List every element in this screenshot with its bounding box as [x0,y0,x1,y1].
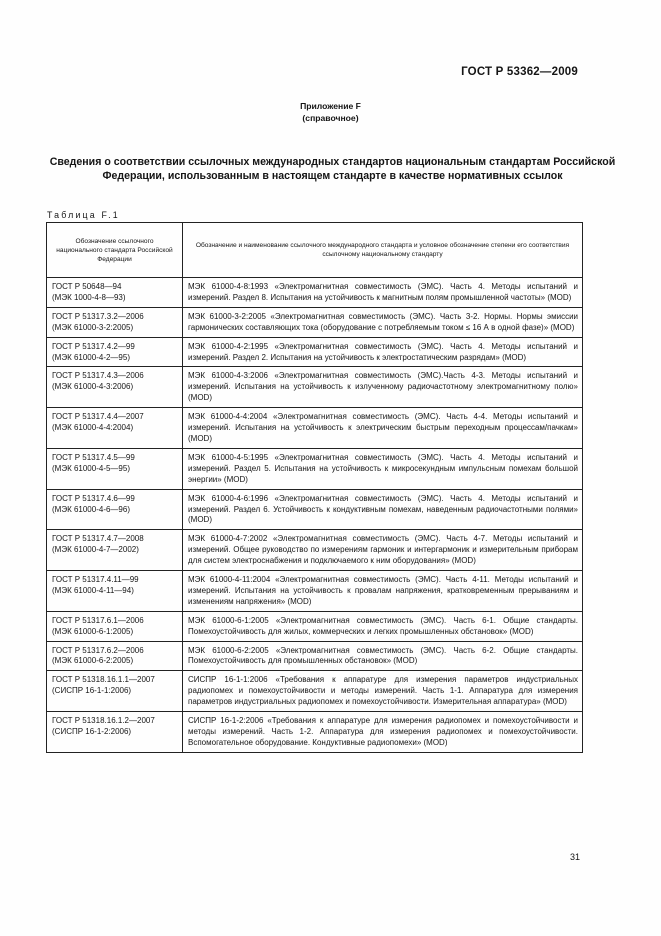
international-standard-cell: МЭК 61000-4-11:2004 «Электромагнитная совместимость (ЭМС). Часть 4-11. Методы испытаний и измерений. Испытания на устойчивость к провалам напряжения, кратковременным прерываниям и изменениям напряжения» (MOD) [183,571,583,612]
international-standard-cell: МЭК 61000-4-5:1995 «Электромагнитная совместимость (ЭМС). Часть 4. Методы испытаний и измерений. Раздел 5. Испытания на устойчивость к микросекундным импульсным помехам большой энергии» (MOD) [183,448,583,489]
national-standard-cell: ГОСТ Р 51317.4.7—2008 (МЭК 61000-4-7—2002) [47,530,183,571]
document-code: ГОСТ Р 53362—2009 [461,66,578,78]
national-standard-cell: ГОСТ Р 50648—94 (МЭК 1000-4-8—93) [47,278,183,308]
national-standard-cell: ГОСТ Р 51317.3.2—2006 (МЭК 61000-3-2:2005) [47,307,183,337]
table-row [47,712,583,753]
appendix-title: Приложение F [300,101,361,111]
header-national-standard: Обозначение ссылочного национального стандарта Российской Федерации [47,223,183,278]
national-standard-cell: ГОСТ Р 51317.4.6—99 (МЭК 61000-4-6—96) [47,489,183,530]
national-standard-cell: ГОСТ Р 51317.4.5—99 (МЭК 61000-4-5—95) [47,448,183,489]
international-standard-cell: МЭК 61000-4-2:1995 «Электромагнитная совместимость (ЭМС). Часть 4. Методы испытаний и измерений. Раздел 2. Испытания на устойчивость к электростатическим разрядам» (MOD) [183,337,583,367]
national-standard-cell: ГОСТ Р 51317.4.4—2007 (МЭК 61000-4-4:2004) [47,408,183,449]
page-number: 31 [570,852,581,862]
national-standard-cell: ГОСТ Р 51317.6.1—2006 (МЭК 61000-6-1:2005) [47,611,183,641]
table-row [47,611,583,641]
table-caption: Таблица F.1 [47,210,120,220]
international-standard-cell: МЭК 61000-4-6:1996 «Электромагнитная совместимость (ЭМС). Часть 4. Методы испытаний и измерений. Раздел 6. Устойчивость к кондуктивным помехам, наведенным радиочастотными полями» (MOD) [183,489,583,530]
table-row [47,408,583,449]
appendix-subtitle: (справочное) [302,113,359,123]
header-international-standard: Обозначение и наименование ссылочного международного стандарта и условное обозначение степени его соответствия ссылочному национальному стандарту [183,223,583,278]
international-standard-cell: МЭК 61000-6-2:2005 «Электромагнитная совместимость (ЭМС). Часть 6-2. Общие стандарты. Помехоустойчивость для промышленных обстановок» (MOD) [183,641,583,671]
table-row [47,671,583,712]
international-standard-cell: СИСПР 16-1-2:2006 «Требования к аппаратуре для измерения радиопомех и помехоустойчивости и методы измерений. Часть 1-2. Аппаратура для измерения радиопомех и помехоустойчивости. Вспомогательное оборудование. Кондуктивные радиопомехи» (MOD) [183,712,583,753]
table-row [47,641,583,671]
international-standard-cell: МЭК 61000-6-1:2005 «Электромагнитная совместимость (ЭМС). Часть 6-1. Общие стандарты. Помехоустойчивость для жилых, коммерческих и легких промышленных обстановок» (MOD) [183,611,583,641]
table-header-row [47,223,583,278]
national-standard-cell: ГОСТ Р 51318.16.1.1—2007 (СИСПР 16-1-1:2006) [47,671,183,712]
table-row [47,307,583,337]
section-title: Сведения о соответствии ссылочных международных стандартов национальным стандартам Российской Федерации, использованным в настоящем стандарте в качестве нормативных ссылок [49,156,616,182]
standards-table [46,222,583,753]
national-standard-cell: ГОСТ Р 51317.4.2—99 (МЭК 61000-4-2—95) [47,337,183,367]
international-standard-cell: СИСПР 16-1-1:2006 «Требования к аппаратуре для измерения параметров индустриальных радиопомех и помехоустойчивости и методы измерений. Часть 1-1. Аппаратура для измерения параметров индустриальных радиопомех и помехоустойчивости. Измерительная аппаратура» (MOD) [183,671,583,712]
national-standard-cell: ГОСТ Р 51317.4.11—99 (МЭК 61000-4-11—94) [47,571,183,612]
table-row [47,489,583,530]
international-standard-cell: МЭК 61000-4-3:2006 «Электромагнитная совместимость (ЭМС).Часть 4-3. Методы испытаний и измерений. Испытания на устойчивость к излученному радиочастотному электромагнитному полю» (MOD) [183,367,583,408]
table-row [47,337,583,367]
international-standard-cell: МЭК 61000-3-2:2005 «Электромагнитная совместимость (ЭМС). Часть 3-2. Нормы. Нормы эмиссии гармонических составляющих тока (оборудование с потребляемым током ≤ 16 А в одной фазе)» (MOD) [183,307,583,337]
national-standard-cell: ГОСТ Р 51318.16.1.2—2007 (СИСПР 16-1-2:2006) [47,712,183,753]
table-row [47,278,583,308]
table-row [47,530,583,571]
table-row [47,367,583,408]
appendix-heading [0,100,661,124]
table-row [47,571,583,612]
international-standard-cell: МЭК 61000-4-8:1993 «Электромагнитная совместимость (ЭМС). Часть 4. Методы испытаний и измерений. Раздел 8. Испытания на устойчивость к магнитным полям промышленной частоты» (MOD) [183,278,583,308]
international-standard-cell: МЭК 61000-4-7:2002 «Электромагнитная совместимость (ЭМС). Часть 4-7. Методы испытаний и измерений. Общее руководство по измерениям гармоник и интергармоник и измерительным приборам для систем электроснабжения и подключаемого к ним оборудования» (MOD) [183,530,583,571]
international-standard-cell: МЭК 61000-4-4:2004 «Электромагнитная совместимость (ЭМС). Часть 4-4. Методы испытаний и измерений. Испытания на устойчивость к электрическим быстрым переходным процессам/пачкам» (MOD) [183,408,583,449]
table-row [47,448,583,489]
national-standard-cell: ГОСТ Р 51317.4.3—2006 (МЭК 61000-4-3:2006) [47,367,183,408]
national-standard-cell: ГОСТ Р 51317.6.2—2006 (МЭК 61000-6-2:2005) [47,641,183,671]
